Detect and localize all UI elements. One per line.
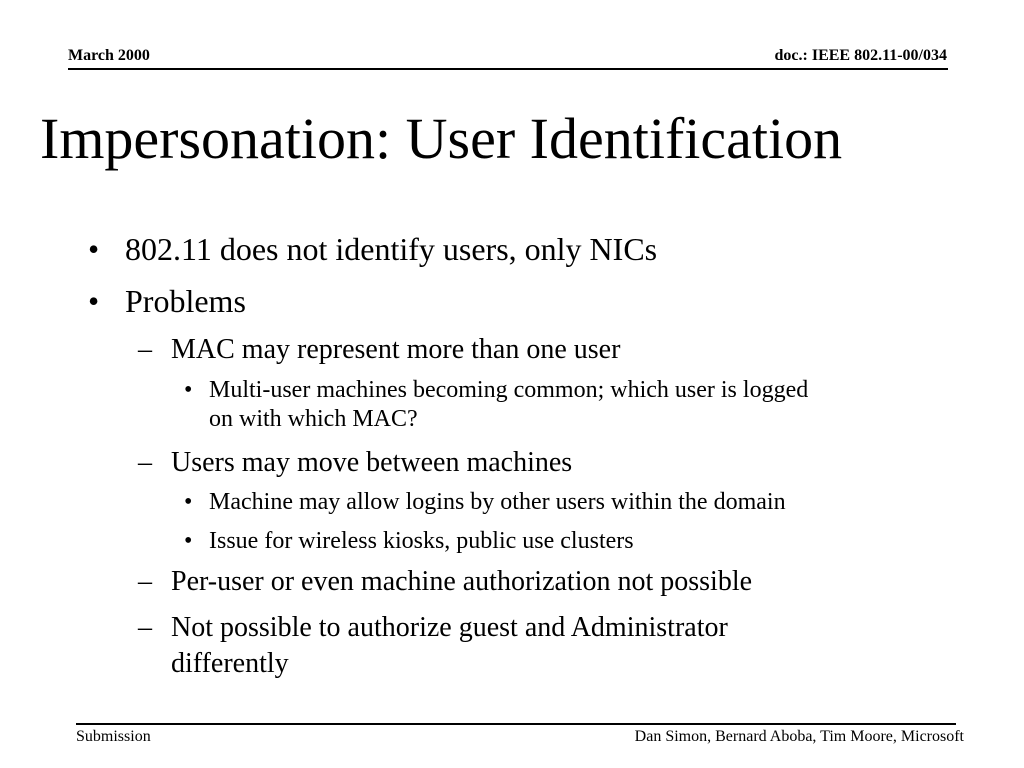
dash-icon: –	[138, 447, 152, 478]
slide-title: Impersonation: User Identification	[40, 106, 843, 171]
header-rule	[68, 68, 948, 70]
bullet-icon: •	[88, 231, 100, 267]
bullet-icon: •	[184, 528, 193, 554]
sub-bullet-text: differently	[171, 648, 289, 679]
sub-bullet-text: Users may move between machines	[171, 447, 573, 478]
header-date: March 2000	[68, 47, 150, 64]
bullet-text: 802.11 does not identify users, only NICs	[125, 231, 658, 267]
footer-submission: Submission	[76, 728, 151, 745]
sub-bullet-text: MAC may represent more than one user	[171, 334, 621, 365]
footer-rule	[76, 723, 956, 725]
header-doc-id: doc.: IEEE 802.11-00/034	[774, 47, 947, 64]
sub-bullet-text: Not possible to authorize guest and Administrator	[171, 612, 728, 643]
bullet-icon: •	[184, 377, 193, 403]
bullet-icon: •	[88, 283, 100, 319]
dash-icon: –	[138, 612, 152, 643]
sub-sub-bullet-text: Multi-user machines becoming common; which user is logged	[209, 377, 809, 403]
sub-sub-bullet-text: on with which MAC?	[209, 406, 418, 432]
bullet-icon: •	[184, 489, 193, 515]
bullet-text: Problems	[125, 283, 246, 319]
sub-sub-bullet-text: Machine may allow logins by other users within the domain	[209, 489, 786, 515]
sub-bullet-text: Per-user or even machine authorization not possible	[171, 566, 753, 597]
dash-icon: –	[138, 334, 152, 365]
footer-authors: Dan Simon, Bernard Aboba, Tim Moore, Microsoft	[634, 728, 964, 745]
sub-sub-bullet-text: Issue for wireless kiosks, public use clusters	[209, 528, 634, 554]
dash-icon: –	[138, 566, 152, 597]
